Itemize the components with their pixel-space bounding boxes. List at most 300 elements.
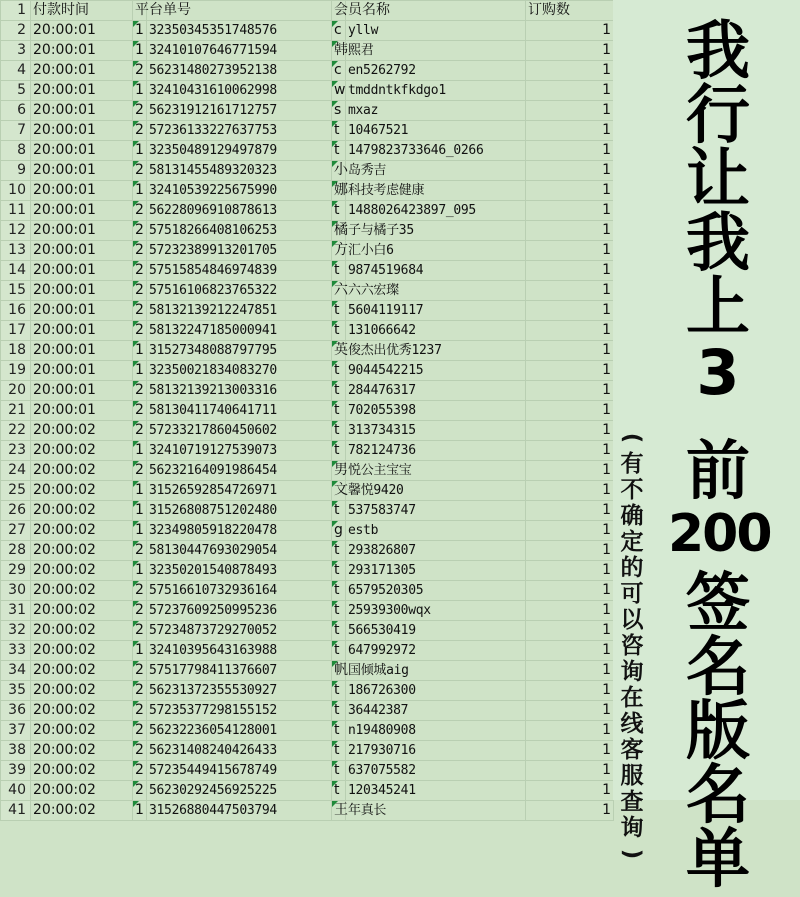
cell-order-id[interactable]: 32350201540878493: [147, 561, 332, 581]
header-quantity[interactable]: 订购数: [526, 1, 614, 21]
cell-order-id[interactable]: 57517798411376607: [147, 661, 332, 681]
cell-quantity[interactable]: 1: [526, 341, 614, 361]
cell-platform-clipped[interactable]: 2: [133, 461, 147, 481]
cell-member-name[interactable]: 汇小白6: [346, 241, 526, 261]
cell-quantity[interactable]: 1: [526, 681, 614, 701]
cell-member-clipped[interactable]: 娜: [332, 181, 346, 201]
cell-member-clipped[interactable]: t: [332, 381, 346, 401]
row-number[interactable]: 30: [1, 581, 31, 601]
cell-member-name[interactable]: 1488026423897_095: [346, 201, 526, 221]
cell-pay-time[interactable]: 20:00:02: [31, 761, 133, 781]
cell-platform-clipped[interactable]: 1: [133, 181, 147, 201]
header-member-name[interactable]: 员名称: [346, 1, 526, 21]
cell-order-id[interactable]: 32350345351748576: [147, 21, 332, 41]
cell-platform-clipped[interactable]: 1: [133, 441, 147, 461]
cell-member-name[interactable]: 217930716: [346, 741, 526, 761]
cell-quantity[interactable]: 1: [526, 441, 614, 461]
cell-platform-clipped[interactable]: 1: [133, 521, 147, 541]
row-number[interactable]: 37: [1, 721, 31, 741]
row-number[interactable]: 11: [1, 201, 31, 221]
row-number[interactable]: 16: [1, 301, 31, 321]
cell-pay-time[interactable]: 20:00:02: [31, 461, 133, 481]
cell-member-name[interactable]: n19480908: [346, 721, 526, 741]
cell-quantity[interactable]: 1: [526, 561, 614, 581]
cell-quantity[interactable]: 1: [526, 481, 614, 501]
cell-member-clipped[interactable]: t: [332, 401, 346, 421]
cell-quantity[interactable]: 1: [526, 581, 614, 601]
cell-pay-time[interactable]: 20:00:02: [31, 641, 133, 661]
cell-platform-clipped[interactable]: 2: [133, 101, 147, 121]
cell-order-id[interactable]: 57235449415678749: [147, 761, 332, 781]
header-platform-clipped[interactable]: 平: [133, 1, 147, 21]
cell-quantity[interactable]: 1: [526, 701, 614, 721]
cell-quantity[interactable]: 1: [526, 601, 614, 621]
cell-platform-clipped[interactable]: 2: [133, 201, 147, 221]
row-number[interactable]: 31: [1, 601, 31, 621]
cell-member-clipped[interactable]: t: [332, 121, 346, 141]
row-number[interactable]: 38: [1, 741, 31, 761]
cell-platform-clipped[interactable]: 2: [133, 221, 147, 241]
cell-order-id[interactable]: 57516610732936164: [147, 581, 332, 601]
cell-platform-clipped[interactable]: 1: [133, 21, 147, 41]
cell-pay-time[interactable]: 20:00:02: [31, 741, 133, 761]
cell-quantity[interactable]: 1: [526, 721, 614, 741]
cell-member-name[interactable]: 186726300: [346, 681, 526, 701]
cell-platform-clipped[interactable]: 2: [133, 721, 147, 741]
row-number[interactable]: 15: [1, 281, 31, 301]
cell-order-id[interactable]: 31527348088797795: [147, 341, 332, 361]
headline-char: 名: [686, 631, 750, 705]
cell-pay-time[interactable]: 20:00:02: [31, 481, 133, 501]
cell-member-clipped[interactable]: g: [332, 521, 346, 541]
cell-pay-time[interactable]: 20:00:01: [31, 181, 133, 201]
cell-order-id[interactable]: 57515854846974839: [147, 261, 332, 281]
cell-pay-time[interactable]: 20:00:02: [31, 421, 133, 441]
cell-order-id[interactable]: 32350021834083270: [147, 361, 332, 381]
cell-platform-clipped[interactable]: 2: [133, 241, 147, 261]
row-number[interactable]: 5: [1, 81, 31, 101]
cell-quantity[interactable]: 1: [526, 81, 614, 101]
cell-member-name[interactable]: 熙君: [346, 41, 526, 61]
cell-quantity[interactable]: 1: [526, 261, 614, 281]
cell-quantity[interactable]: 1: [526, 641, 614, 661]
row-number[interactable]: 12: [1, 221, 31, 241]
cell-member-clipped[interactable]: t: [332, 261, 346, 281]
cell-quantity[interactable]: 1: [526, 301, 614, 321]
cell-platform-clipped[interactable]: 2: [133, 301, 147, 321]
text-number-indicator-icon: [133, 321, 139, 327]
cell-order-id[interactable]: 32410431610062998: [147, 81, 332, 101]
cell-order-id[interactable]: 58130447693029054: [147, 541, 332, 561]
cell-order-id[interactable]: 58132139213003316: [147, 381, 332, 401]
cell-order-id[interactable]: 56231480273952138: [147, 61, 332, 81]
cell-quantity[interactable]: 1: [526, 781, 614, 801]
cell-platform-clipped[interactable]: 2: [133, 661, 147, 681]
text-number-indicator-icon: [133, 361, 139, 367]
cell-order-id[interactable]: 56232236054128001: [147, 721, 332, 741]
row-number[interactable]: 3: [1, 41, 31, 61]
cell-platform-clipped[interactable]: 1: [133, 141, 147, 161]
cell-pay-time[interactable]: 20:00:02: [31, 541, 133, 561]
cell-quantity[interactable]: 1: [526, 801, 614, 821]
cell-platform-clipped[interactable]: 2: [133, 261, 147, 281]
cell-quantity[interactable]: 1: [526, 21, 614, 41]
cell-member-name[interactable]: 9044542215: [346, 361, 526, 381]
cell-pay-time[interactable]: 20:00:02: [31, 501, 133, 521]
row-number[interactable]: 7: [1, 121, 31, 141]
cell-order-id[interactable]: 32410107646771594: [147, 41, 332, 61]
cell-member-clipped[interactable]: w: [332, 81, 346, 101]
cell-order-id[interactable]: 57236133227637753: [147, 121, 332, 141]
cell-order-id[interactable]: 58130411740641711: [147, 401, 332, 421]
table-row: [1, 261, 614, 281]
cell-member-name[interactable]: 5604119117: [346, 301, 526, 321]
cell-order-id[interactable]: 56231912161712757: [147, 101, 332, 121]
cell-order-id[interactable]: 57516106823765322: [147, 281, 332, 301]
cell-member-name[interactable]: 36442387: [346, 701, 526, 721]
table-row: [1, 761, 614, 781]
row-number[interactable]: 24: [1, 461, 31, 481]
cell-member-name[interactable]: 六六宏璨: [346, 281, 526, 301]
row-number[interactable]: 32: [1, 621, 31, 641]
cell-member-name[interactable]: 岛秀吉: [346, 161, 526, 181]
cell-member-name[interactable]: 120345241: [346, 781, 526, 801]
cell-platform-clipped[interactable]: 2: [133, 421, 147, 441]
cell-member-name[interactable]: estb: [346, 521, 526, 541]
cell-platform-clipped[interactable]: 2: [133, 401, 147, 421]
text-number-indicator-icon: [133, 341, 139, 347]
row-number[interactable]: 13: [1, 241, 31, 261]
cell-order-id[interactable]: 31526592854726971: [147, 481, 332, 501]
cell-member-name[interactable]: 647992972: [346, 641, 526, 661]
cell-member-name[interactable]: yllw: [346, 21, 526, 41]
cell-member-name[interactable]: mxaz: [346, 101, 526, 121]
row-number[interactable]: 33: [1, 641, 31, 661]
cell-pay-time[interactable]: 20:00:01: [31, 61, 133, 81]
row-number[interactable]: 28: [1, 541, 31, 561]
cell-member-name[interactable]: 284476317: [346, 381, 526, 401]
cell-order-id[interactable]: 58131455489320323: [147, 161, 332, 181]
cell-platform-clipped[interactable]: 2: [133, 541, 147, 561]
cell-member-clipped[interactable]: 方: [332, 241, 346, 261]
cell-pay-time[interactable]: 20:00:01: [31, 161, 133, 181]
cell-pay-time[interactable]: 20:00:02: [31, 721, 133, 741]
row-number[interactable]: 22: [1, 421, 31, 441]
cell-platform-clipped[interactable]: 2: [133, 381, 147, 401]
cell-platform-clipped[interactable]: 2: [133, 621, 147, 641]
cell-quantity[interactable]: 1: [526, 141, 614, 161]
row-number[interactable]: 18: [1, 341, 31, 361]
cell-platform-clipped[interactable]: 1: [133, 341, 147, 361]
cell-quantity[interactable]: 1: [526, 361, 614, 381]
cell-platform-clipped[interactable]: 2: [133, 161, 147, 181]
cell-member-clipped[interactable]: t: [332, 761, 346, 781]
cell-member-clipped[interactable]: t: [332, 421, 346, 441]
cell-member-name[interactable]: 1479823733646_0266: [346, 141, 526, 161]
cell-pay-time[interactable]: 20:00:01: [31, 321, 133, 341]
cell-pay-time[interactable]: 20:00:02: [31, 581, 133, 601]
cell-pay-time[interactable]: 20:00:01: [31, 361, 133, 381]
cell-pay-time[interactable]: 20:00:01: [31, 41, 133, 61]
row-number[interactable]: 26: [1, 501, 31, 521]
cell-pay-time[interactable]: 20:00:01: [31, 141, 133, 161]
cell-pay-time[interactable]: 20:00:01: [31, 381, 133, 401]
cell-member-name[interactable]: 293826807: [346, 541, 526, 561]
cell-order-id[interactable]: 57232389913201705: [147, 241, 332, 261]
cell-pay-time[interactable]: 20:00:01: [31, 121, 133, 141]
row-number[interactable]: 23: [1, 441, 31, 461]
cell-platform-clipped[interactable]: 1: [133, 361, 147, 381]
cell-order-id[interactable]: 56228096910878613: [147, 201, 332, 221]
cell-pay-time[interactable]: 20:00:02: [31, 661, 133, 681]
cell-platform-clipped[interactable]: 2: [133, 581, 147, 601]
cell-pay-time[interactable]: 20:00:02: [31, 521, 133, 541]
cell-pay-time[interactable]: 20:00:02: [31, 601, 133, 621]
cell-platform-clipped[interactable]: 2: [133, 761, 147, 781]
cell-member-clipped[interactable]: t: [332, 501, 346, 521]
cell-member-name[interactable]: 566530419: [346, 621, 526, 641]
cell-order-id[interactable]: 31526880447503794: [147, 801, 332, 821]
cell-member-clipped[interactable]: t: [332, 721, 346, 741]
row-number[interactable]: 17: [1, 321, 31, 341]
cell-quantity[interactable]: 1: [526, 121, 614, 141]
cell-pay-time[interactable]: 20:00:02: [31, 681, 133, 701]
cell-pay-time[interactable]: 20:00:01: [31, 341, 133, 361]
cell-order-id[interactable]: 56232164091986454: [147, 461, 332, 481]
cell-member-name[interactable]: en5262792: [346, 61, 526, 81]
row-number[interactable]: 39: [1, 761, 31, 781]
cell-member-name[interactable]: tmddntkfkdgo1: [346, 81, 526, 101]
cell-platform-clipped[interactable]: 2: [133, 681, 147, 701]
cell-member-name[interactable]: 313734315: [346, 421, 526, 441]
cell-order-id[interactable]: 32410539225675990: [147, 181, 332, 201]
row-number[interactable]: 20: [1, 381, 31, 401]
row-number[interactable]: 19: [1, 361, 31, 381]
cell-pay-time[interactable]: 20:00:02: [31, 701, 133, 721]
cell-member-clipped[interactable]: t: [332, 581, 346, 601]
cell-quantity[interactable]: 1: [526, 461, 614, 481]
cell-member-clipped[interactable]: c: [332, 21, 346, 41]
cell-member-name[interactable]: 702055398: [346, 401, 526, 421]
cell-order-id[interactable]: 57235377298155152: [147, 701, 332, 721]
cell-member-clipped[interactable]: t: [332, 441, 346, 461]
cell-order-id[interactable]: 32410395643163988: [147, 641, 332, 661]
cell-member-clipped[interactable]: t: [332, 781, 346, 801]
row-number[interactable]: 1: [1, 1, 31, 21]
cell-member-clipped[interactable]: c: [332, 61, 346, 81]
cell-member-clipped[interactable]: 帆: [332, 661, 346, 681]
text-number-indicator-icon: [133, 781, 139, 787]
table-row: [1, 201, 614, 221]
cell-pay-time[interactable]: 20:00:01: [31, 21, 133, 41]
cell-pay-time[interactable]: 20:00:02: [31, 561, 133, 581]
row-number[interactable]: 10: [1, 181, 31, 201]
cell-order-id[interactable]: 58132247185000941: [147, 321, 332, 341]
cell-member-clipped[interactable]: t: [332, 141, 346, 161]
cell-quantity[interactable]: 1: [526, 41, 614, 61]
cell-quantity[interactable]: 1: [526, 381, 614, 401]
cell-pay-time[interactable]: 20:00:02: [31, 441, 133, 461]
cell-platform-clipped[interactable]: 2: [133, 601, 147, 621]
cell-platform-clipped[interactable]: 2: [133, 121, 147, 141]
cell-member-clipped[interactable]: 六: [332, 281, 346, 301]
row-number[interactable]: 6: [1, 101, 31, 121]
cell-platform-clipped[interactable]: 1: [133, 481, 147, 501]
cell-member-clipped[interactable]: t: [332, 681, 346, 701]
cell-member-name[interactable]: 10467521: [346, 121, 526, 141]
cell-platform-clipped[interactable]: 2: [133, 281, 147, 301]
cell-member-clipped[interactable]: t: [332, 561, 346, 581]
cell-order-id[interactable]: 57518266408106253: [147, 221, 332, 241]
row-number[interactable]: 35: [1, 681, 31, 701]
cell-platform-clipped[interactable]: 1: [133, 501, 147, 521]
cell-quantity[interactable]: 1: [526, 201, 614, 221]
cell-order-id[interactable]: 32410719127539073: [147, 441, 332, 461]
row-number[interactable]: 2: [1, 21, 31, 41]
cell-pay-time[interactable]: 20:00:01: [31, 201, 133, 221]
header-member-clipped[interactable]: 会: [332, 1, 346, 21]
cell-quantity[interactable]: 1: [526, 101, 614, 121]
cell-member-clipped[interactable]: t: [332, 301, 346, 321]
header-pay-time[interactable]: 付款时间: [31, 1, 133, 21]
cell-member-clipped[interactable]: 男: [332, 461, 346, 481]
cell-pay-time[interactable]: 20:00:01: [31, 301, 133, 321]
cell-pay-time[interactable]: 20:00:02: [31, 801, 133, 821]
cell-member-name[interactable]: 782124736: [346, 441, 526, 461]
cell-member-name[interactable]: 6579520305: [346, 581, 526, 601]
cell-member-name[interactable]: 悦公主宝宝: [346, 461, 526, 481]
cell-member-clipped[interactable]: t: [332, 701, 346, 721]
cell-quantity[interactable]: 1: [526, 741, 614, 761]
cell-platform-clipped[interactable]: 2: [133, 321, 147, 341]
cell-platform-clipped[interactable]: 2: [133, 701, 147, 721]
cell-member-clipped[interactable]: t: [332, 601, 346, 621]
cell-quantity[interactable]: 1: [526, 181, 614, 201]
cell-member-name[interactable]: 637075582: [346, 761, 526, 781]
cell-member-name[interactable]: 9874519684: [346, 261, 526, 281]
cell-member-clipped[interactable]: 文: [332, 481, 346, 501]
cell-quantity[interactable]: 1: [526, 761, 614, 781]
cell-pay-time[interactable]: 20:00:01: [31, 281, 133, 301]
cell-member-name[interactable]: 子与橘子35: [346, 221, 526, 241]
cell-order-id[interactable]: 57233217860450602: [147, 421, 332, 441]
cell-member-clipped[interactable]: t: [332, 741, 346, 761]
row-number[interactable]: 34: [1, 661, 31, 681]
row-number[interactable]: 14: [1, 261, 31, 281]
cell-quantity[interactable]: 1: [526, 541, 614, 561]
cell-quantity[interactable]: 1: [526, 521, 614, 541]
cell-member-clipped[interactable]: t: [332, 201, 346, 221]
cell-pay-time[interactable]: 20:00:02: [31, 621, 133, 641]
cell-pay-time[interactable]: 20:00:01: [31, 101, 133, 121]
cell-member-name[interactable]: 293171305: [346, 561, 526, 581]
table-row: [1, 381, 614, 401]
cell-platform-clipped[interactable]: 1: [133, 801, 147, 821]
cell-member-clipped[interactable]: t: [332, 361, 346, 381]
cell-platform-clipped[interactable]: 2: [133, 61, 147, 81]
cell-pay-time[interactable]: 20:00:01: [31, 81, 133, 101]
row-number[interactable]: 27: [1, 521, 31, 541]
cell-platform-clipped[interactable]: 1: [133, 641, 147, 661]
cell-member-name[interactable]: 537583747: [346, 501, 526, 521]
cell-quantity[interactable]: 1: [526, 161, 614, 181]
text-number-indicator-icon: [332, 681, 338, 687]
cell-member-clipped[interactable]: 韩: [332, 41, 346, 61]
cell-member-name[interactable]: 25939300wqx: [346, 601, 526, 621]
cell-platform-clipped[interactable]: 1: [133, 561, 147, 581]
cell-platform-clipped[interactable]: 2: [133, 781, 147, 801]
cell-quantity[interactable]: 1: [526, 321, 614, 341]
cell-pay-time[interactable]: 20:00:01: [31, 221, 133, 241]
cell-platform-clipped[interactable]: 1: [133, 81, 147, 101]
cell-order-id[interactable]: 56231408240426433: [147, 741, 332, 761]
cell-member-name[interactable]: 国倾城aig: [346, 661, 526, 681]
cell-member-clipped[interactable]: t: [332, 541, 346, 561]
cell-quantity[interactable]: 1: [526, 221, 614, 241]
cell-member-clipped[interactable]: 英: [332, 341, 346, 361]
cell-quantity[interactable]: 1: [526, 61, 614, 81]
row-number[interactable]: 41: [1, 801, 31, 821]
cell-member-clipped[interactable]: t: [332, 621, 346, 641]
cell-pay-time[interactable]: 20:00:02: [31, 781, 133, 801]
header-order-id[interactable]: 台单号: [147, 1, 332, 21]
cell-member-clipped[interactable]: 小: [332, 161, 346, 181]
cell-member-name[interactable]: 131066642: [346, 321, 526, 341]
cell-member-name[interactable]: 馨悦9420: [346, 481, 526, 501]
row-number[interactable]: 9: [1, 161, 31, 181]
cell-member-name[interactable]: 年真长: [346, 801, 526, 821]
cell-member-clipped[interactable]: 橘: [332, 221, 346, 241]
row-number[interactable]: 25: [1, 481, 31, 501]
cell-quantity[interactable]: 1: [526, 401, 614, 421]
row-number[interactable]: 36: [1, 701, 31, 721]
cell-platform-clipped[interactable]: 1: [133, 41, 147, 61]
table-row: [1, 741, 614, 761]
cell-order-id[interactable]: 31526808751202480: [147, 501, 332, 521]
cell-member-clipped[interactable]: s: [332, 101, 346, 121]
row-number[interactable]: 40: [1, 781, 31, 801]
cell-member-clipped[interactable]: t: [332, 321, 346, 341]
cell-member-name[interactable]: 俊杰出优秀1237: [346, 341, 526, 361]
cell-order-id[interactable]: 58132139212247851: [147, 301, 332, 321]
cell-order-id[interactable]: 32349805918220478: [147, 521, 332, 541]
row-number[interactable]: 29: [1, 561, 31, 581]
cell-pay-time[interactable]: 20:00:01: [31, 261, 133, 281]
text-number-indicator-icon: [133, 661, 139, 667]
cell-platform-clipped[interactable]: 2: [133, 741, 147, 761]
cell-quantity[interactable]: 1: [526, 621, 614, 641]
row-number[interactable]: 8: [1, 141, 31, 161]
cell-order-id[interactable]: 57234873729270052: [147, 621, 332, 641]
row-number[interactable]: 21: [1, 401, 31, 421]
cell-quantity[interactable]: 1: [526, 241, 614, 261]
cell-member-name[interactable]: 科技考虑健康: [346, 181, 526, 201]
cell-pay-time[interactable]: 20:00:01: [31, 401, 133, 421]
row-number[interactable]: 4: [1, 61, 31, 81]
cell-member-clipped[interactable]: t: [332, 641, 346, 661]
cell-quantity[interactable]: 1: [526, 661, 614, 681]
cell-member-clipped[interactable]: 王: [332, 801, 346, 821]
cell-order-id[interactable]: 56231372355530927: [147, 681, 332, 701]
cell-quantity[interactable]: 1: [526, 281, 614, 301]
cell-order-id[interactable]: 56230292456925225: [147, 781, 332, 801]
note-char: 客: [620, 737, 644, 763]
cell-pay-time[interactable]: 20:00:01: [31, 241, 133, 261]
cell-order-id[interactable]: 32350489129497879: [147, 141, 332, 161]
cell-order-id[interactable]: 57237609250995236: [147, 601, 332, 621]
cell-quantity[interactable]: 1: [526, 501, 614, 521]
cell-quantity[interactable]: 1: [526, 421, 614, 441]
